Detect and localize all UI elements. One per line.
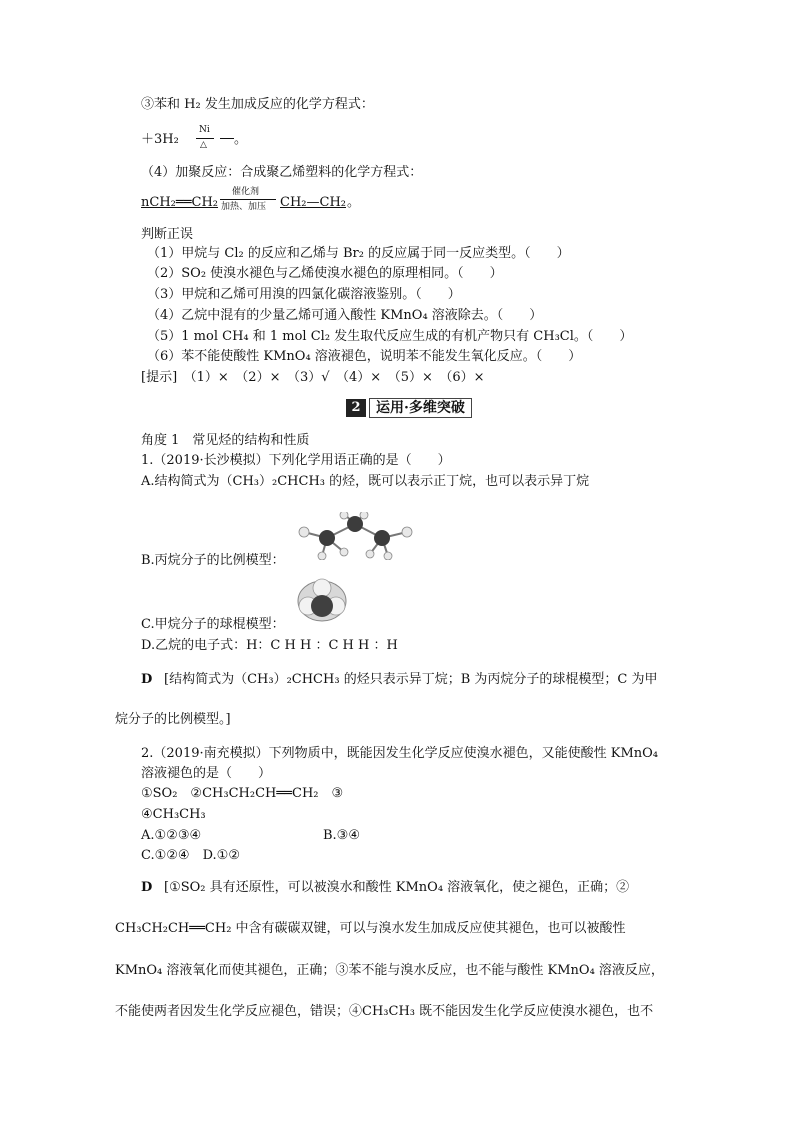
judge-item-2: （2）SO₂ 使溴水褪色与乙烯使溴水褪色的原理相同。（ ） bbox=[147, 266, 503, 281]
q2-option-a: A.①②③④ bbox=[141, 828, 202, 843]
polymerization-rhs: CH₂—CH₂ bbox=[280, 195, 346, 210]
polymerization-title: （4）加聚反应：合成聚乙烯塑料的化学方程式： bbox=[141, 165, 423, 180]
polymerization-catalyst: 催化剂 bbox=[232, 187, 260, 197]
q2-stem-1: 2.（2019·南充模拟）下列物质中，既能因发生化学反应使溴水褪色，又能使酸性 KMnO₄ bbox=[141, 746, 659, 761]
banner-number: 2 bbox=[346, 399, 366, 417]
judge-hint: [提示] （1）× （2）× （3）√ （4）× （5）× （6）× bbox=[141, 370, 485, 385]
benzene-hydrogenation-title: ③苯和 H₂ 发生加成反应的化学方程式： bbox=[141, 97, 374, 112]
angle-title: 角度 1 常见烃的结构和性质 bbox=[141, 433, 310, 448]
judge-item-4: （4）乙烷中混有的少量乙烯可通入酸性 KMnO₄ 溶液除去。（ ） bbox=[147, 308, 543, 323]
q2-substances-1: ①SO₂ ②CH₃CH₂CH══CH₂ ③ bbox=[141, 786, 344, 801]
q2-explanation-4: 不能使两者因发生化学反应褪色，错误；④CH₃CH₃ 既不能因发生化学反应使溴水褪色，也不 bbox=[115, 1004, 654, 1019]
q1-option-a: A.结构简式为（CH₃）₂CHCH₃ 的烃，既可以表示正丁烷，也可以表示异丁烷 bbox=[141, 474, 590, 489]
benzene-eq-tail: 。 bbox=[234, 132, 248, 147]
benzene-eq-left: ＋3H₂ bbox=[141, 132, 179, 147]
ball-and-stick-model bbox=[292, 512, 418, 560]
polymerization-tail: 。 bbox=[347, 195, 361, 210]
section-banner bbox=[346, 398, 472, 418]
judge-item-5: （5）1 mol CH₄ 和 1 mol Cl₂ 发生取代反应生成的有机产物只有 CH₃Cl。（ ） bbox=[147, 329, 633, 344]
q2-explanation-3: KMnO₄ 溶液氧化而使其褪色，正确；③苯不能与溴水反应，也不能与酸性 KMnO₄ 溶液反应， bbox=[115, 963, 664, 978]
benzene-eq-arrow bbox=[196, 138, 214, 139]
q1-option-d: D.乙烷的电子式：H：C H H ：C H H ：H bbox=[141, 638, 398, 653]
q2-options-cd: C.①②④ D.①② bbox=[141, 848, 240, 863]
q1-answer: D bbox=[141, 672, 153, 687]
judge-item-3: （3）甲烷和乙烯可用溴的四氯化碳溶液鉴别。（ ） bbox=[147, 287, 461, 302]
polymerization-lhs: nCH₂══CH₂ bbox=[141, 195, 219, 210]
judge-heading: 判断正误 bbox=[141, 227, 194, 242]
q2-stem-2: 溶液褪色的是（ ） bbox=[141, 766, 272, 781]
polymerization-conditions: 加热、加压 bbox=[221, 202, 267, 212]
banner-title: 运用·多维突破 bbox=[369, 398, 472, 418]
q2-explanation-2: CH₃CH₂CH══CH₂ 中含有碳碳双键，可以与溴水发生加成反应使其褪色，也可以被酸性 bbox=[115, 921, 626, 936]
polymerization-arrow bbox=[220, 199, 276, 200]
q2-option-b: B.③④ bbox=[323, 828, 360, 843]
q2-explanation-1: [①SO₂ 具有还原性，可以被溴水和酸性 KMnO₄ 溶液氧化，使之褪色，正确；② bbox=[164, 880, 630, 895]
q1-option-c: C.甲烷分子的球棍模型： bbox=[141, 617, 285, 632]
q1-explanation-2: 烷分子的比例模型。] bbox=[115, 712, 231, 727]
q2-substances-2: ④CH₃CH₃ bbox=[141, 807, 206, 822]
judge-item-6: （6）苯不能使酸性 KMnO₄ 溶液褪色，说明苯不能发生氧化反应。（ ） bbox=[147, 349, 582, 364]
space-filling-model bbox=[296, 578, 348, 622]
q1-stem: 1.（2019·长沙模拟）下列化学用语正确的是（ ） bbox=[141, 453, 451, 468]
q1-explanation-1: [结构简式为（CH₃）₂CHCH₃ 的烃只表示异丁烷；B 为丙烷分子的球棍模型；C 为甲 bbox=[164, 672, 658, 687]
benzene-eq-heat: △ bbox=[200, 140, 207, 150]
judge-item-1: （1）甲烷与 Cl₂ 的反应和乙烯与 Br₂ 的反应属于同一反应类型。（ ） bbox=[147, 246, 570, 261]
q1-option-b: B.丙烷分子的比例模型： bbox=[141, 553, 285, 568]
benzene-eq-catalyst: Ni bbox=[199, 125, 210, 135]
benzene-eq-product-line bbox=[220, 138, 234, 139]
q2-answer: D bbox=[141, 880, 153, 895]
